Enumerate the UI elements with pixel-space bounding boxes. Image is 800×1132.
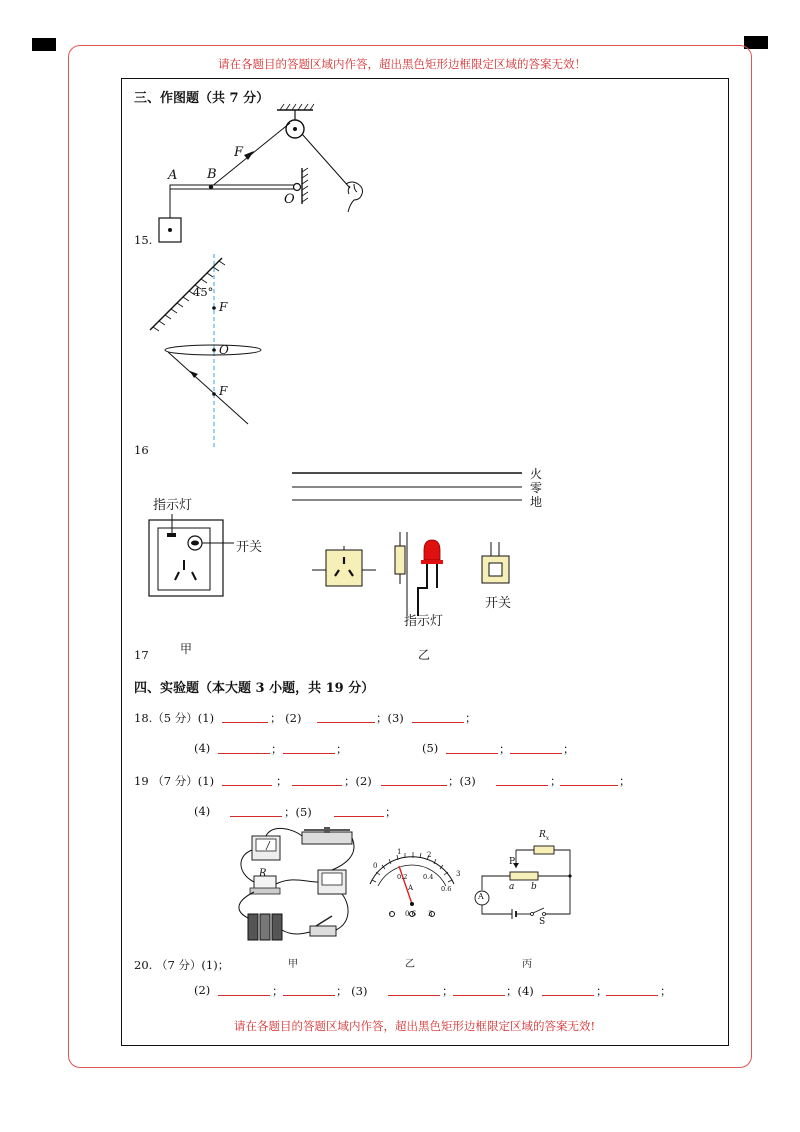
- q20-part2: (2): [194, 983, 211, 997]
- q20-circuit-P: P: [509, 857, 516, 867]
- q20-caption-bing: 丙: [522, 959, 532, 970]
- q20-ammeter-tick-0: 0: [373, 862, 378, 870]
- q20-prefix: 20. （7 分）(1)；: [134, 958, 230, 972]
- q19-blank-6[interactable]: [230, 816, 282, 817]
- q20-ammeter-terminal-neg: -: [389, 910, 392, 918]
- q18-row1-end: ；: [465, 711, 477, 725]
- q20-ammeter-terminal-06: 0.6: [405, 910, 417, 918]
- q19-part3: ；(3): [448, 774, 476, 788]
- q18-part3: ；(3): [376, 711, 404, 725]
- q15-label-F: F: [234, 145, 244, 160]
- q20-circuit-S: S: [539, 917, 546, 927]
- q18-row2-sep2: ；: [499, 742, 511, 756]
- q18-blank-3[interactable]: [412, 722, 464, 723]
- q20-sep2: ；: [442, 984, 454, 998]
- q19-prefix: 19 （7 分）(1): [134, 774, 215, 788]
- q20-part3: ； (3): [336, 984, 368, 998]
- q17-wire-ground: 地: [530, 495, 543, 509]
- q20-caption-jia: 甲: [288, 959, 298, 970]
- q18-blank-6[interactable]: [446, 753, 498, 754]
- q20-figure-apparatus: [232, 826, 362, 951]
- q20-row2-end: ；: [660, 984, 672, 998]
- q18-row2-end: ；: [336, 742, 348, 756]
- q19-row1-end: ；: [619, 774, 631, 788]
- q15-number: 15.: [134, 233, 153, 247]
- q19-blank-7[interactable]: [334, 816, 384, 817]
- q19-part4: (4): [194, 804, 211, 818]
- q17-wire-live: 火: [530, 467, 543, 481]
- q20-circuit-a: a: [509, 882, 515, 892]
- q15-label-B: B: [207, 167, 217, 182]
- q18-blank-5[interactable]: [283, 753, 335, 754]
- q15-figure: [150, 100, 380, 250]
- q18-blank-2[interactable]: [317, 722, 375, 723]
- q19-blank-4[interactable]: [496, 785, 548, 786]
- q20-circuit-Rx-main: R: [539, 830, 546, 840]
- q18-part5: (5): [422, 741, 439, 755]
- q16-number: 16: [134, 443, 149, 457]
- q20-ammeter-terminal-3: 3: [428, 910, 433, 918]
- q20-sep1: ；: [272, 984, 284, 998]
- q20-blank-4[interactable]: [453, 995, 505, 996]
- q16-label-F-top: F: [219, 300, 228, 314]
- section-3-title: 三、作图题（共 7 分）: [134, 91, 270, 106]
- q19-part5: ；(5): [284, 805, 312, 819]
- q20-part4: ；(4): [506, 984, 534, 998]
- q20-ammeter-tick-5: 0.4: [423, 873, 434, 881]
- q20-blank-5[interactable]: [542, 995, 594, 996]
- q20-ammeter-tick-6: 0.6: [441, 885, 452, 893]
- q20-ammeter-tick-3: 3: [456, 870, 461, 878]
- q20-blank-6[interactable]: [606, 995, 658, 996]
- q20-blank-2[interactable]: [283, 995, 335, 996]
- q16-label-F-bottom: F: [219, 384, 228, 398]
- q20-sep3: ；: [596, 984, 608, 998]
- q20-blank-3[interactable]: [388, 995, 440, 996]
- q18-blank-1[interactable]: [222, 722, 268, 723]
- q18-row2-sep: ；: [271, 742, 283, 756]
- q20-circuit-b: b: [531, 882, 537, 892]
- warning-bottom: 请在各题目的答题区域内作答，超出黑色矩形边框限定区域的答案无效!: [228, 1018, 601, 1034]
- q20-circuit-Rx: [539, 830, 549, 842]
- q18-blank-7[interactable]: [510, 753, 562, 754]
- q17-wires: [290, 465, 530, 505]
- q17-wire-neutral: 零: [530, 481, 543, 495]
- q17-caption-right: 乙: [418, 648, 431, 662]
- q19-blank-2[interactable]: [292, 785, 342, 786]
- q18-blank-4[interactable]: [218, 753, 270, 754]
- q19-blank-3[interactable]: [381, 785, 447, 786]
- q20-caption-yi: 乙: [405, 959, 415, 970]
- q18-part2: ； (2): [270, 711, 302, 725]
- q17-panel-switch-label: 开关: [236, 540, 263, 555]
- q20-photo-Rx: R: [259, 868, 267, 879]
- q17-right-switch-label: 开关: [485, 596, 512, 611]
- q17-number: 17: [134, 648, 149, 662]
- q17-socket-panel: [148, 510, 268, 600]
- q20-ammeter-tick-2: 2: [427, 851, 432, 859]
- q18-row2-end2: ；: [563, 742, 575, 756]
- q15-label-A: A: [168, 168, 178, 183]
- q19-sep2: ；: [550, 774, 562, 788]
- q18-part4: (4): [194, 741, 211, 755]
- q20-circuit-A: A: [478, 892, 484, 901]
- q17-caption-left: 甲: [180, 642, 193, 656]
- q19-sep1: ；: [276, 774, 288, 788]
- corner-marker-left: [32, 38, 56, 51]
- q19-part2: ；(2): [344, 774, 372, 788]
- q17-right-indicator-label: 指示灯: [404, 614, 444, 629]
- q16-figure: [140, 248, 280, 448]
- q19-row2-end: ；: [385, 805, 397, 819]
- warning-top: 请在各题目的答题区域内作答，超出黑色矩形边框限定区域的答案无效！: [212, 56, 592, 72]
- q16-label-angle: 45°: [193, 285, 214, 299]
- q20-circuit-Rx-sub: x: [545, 834, 550, 842]
- q18-prefix: 18.（5 分）(1): [134, 711, 215, 725]
- q19-blank-1[interactable]: [222, 785, 272, 786]
- q20-ammeter-unit: A: [408, 884, 414, 892]
- section-4-title: 四、实验题（本大题 3 小题，共 19 分）: [134, 681, 375, 696]
- q20-ammeter-tick-1: 1: [397, 848, 402, 856]
- q19-blank-5[interactable]: [560, 785, 618, 786]
- q20-ammeter-tick-4: 0.2: [397, 873, 408, 881]
- q15-label-O: O: [284, 192, 295, 207]
- q16-label-O: O: [219, 343, 229, 357]
- q20-blank-1[interactable]: [218, 995, 270, 996]
- q20-figure-circuit: [470, 828, 580, 928]
- q17-panel-indicator-label: 指示灯: [153, 498, 193, 513]
